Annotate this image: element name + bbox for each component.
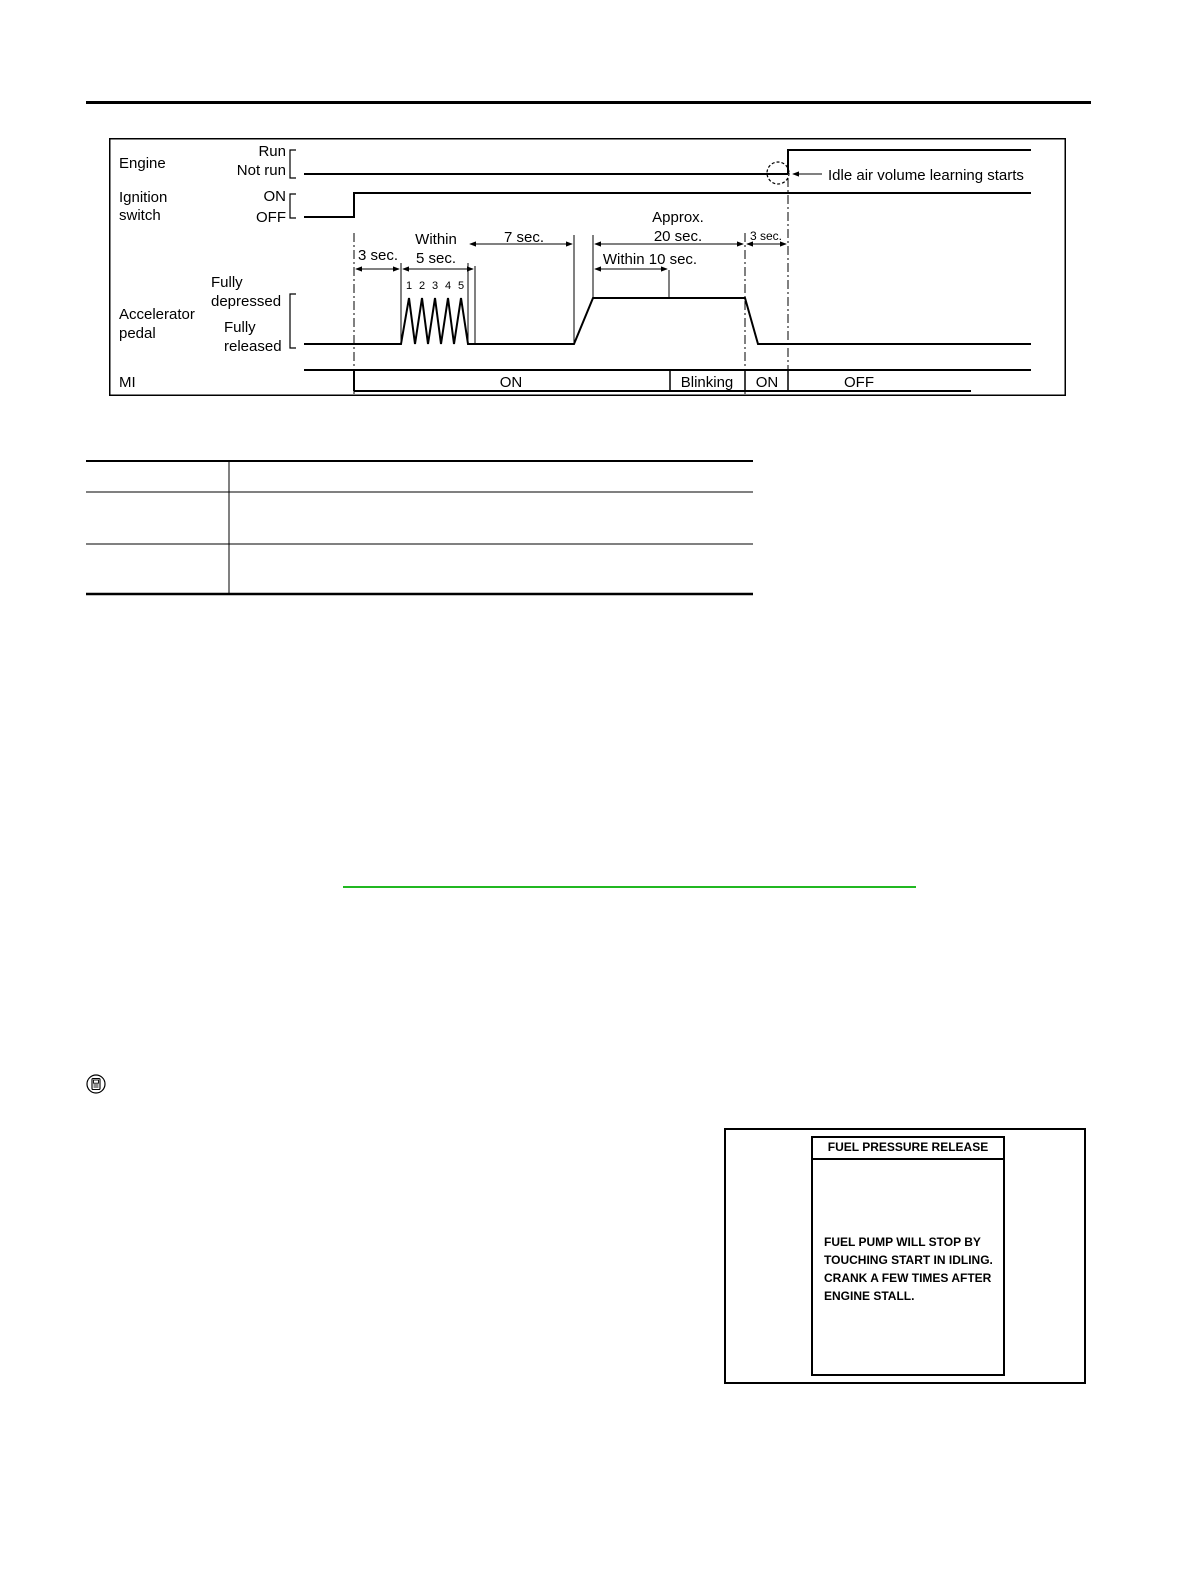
- screen-title: FUEL PRESSURE RELEASE: [811, 1136, 1005, 1160]
- state-brackets: [290, 150, 296, 348]
- state-not-run: Not run: [236, 162, 286, 179]
- interval-3-sec-2: 3 sec.: [749, 229, 783, 243]
- row-label-accel-1: Accelerator: [119, 306, 195, 323]
- interval-within-10: Within 10 sec.: [602, 251, 698, 268]
- pedal-signal: [304, 298, 1031, 344]
- annotation-idle-learning: Idle air volume learning starts: [828, 167, 1024, 184]
- state-run: Run: [258, 143, 286, 160]
- state-fully-depressed-1: Fully: [211, 274, 243, 291]
- interval-within-5-2: 5 sec.: [415, 250, 457, 267]
- row-label-accel-2: pedal: [119, 325, 156, 342]
- state-fully-released-1: Fully: [224, 319, 256, 336]
- mi-state-off: OFF: [844, 374, 874, 391]
- interval-approx-20-1: Approx.: [652, 209, 704, 226]
- pedal-count-4: 4: [444, 280, 452, 292]
- pedal-count-1: 1: [405, 280, 413, 292]
- state-fully-released-2: released: [224, 338, 282, 355]
- interval-3-sec-1: 3 sec.: [357, 247, 399, 264]
- interval-within-5-1: Within: [415, 231, 457, 248]
- interval-7-sec: 7 sec.: [503, 229, 545, 246]
- spec-table: [86, 460, 753, 596]
- pedal-count-2: 2: [418, 280, 426, 292]
- timing-chart: [109, 138, 1066, 396]
- header-rule: [86, 101, 1091, 104]
- mi-state-on-1: ON: [499, 374, 523, 391]
- pedal-count-3: 3: [431, 280, 439, 292]
- screen-message: FUEL PUMP WILL STOP BY TOUCHING START IN IDLING. CRANK A FEW TIMES AFTER ENGINE STALL.: [824, 1235, 993, 1303]
- row-label-mi: MI: [119, 374, 136, 391]
- pedal-count-5: 5: [457, 280, 465, 292]
- link-underline[interactable]: [343, 886, 916, 888]
- state-off: OFF: [256, 209, 286, 226]
- interval-approx-20-2: 20 sec.: [653, 228, 703, 245]
- state-fully-depressed-2: depressed: [211, 293, 282, 310]
- row-label-ignition-2: switch: [119, 207, 161, 224]
- row-label-engine: Engine: [119, 155, 166, 172]
- state-on: ON: [263, 188, 286, 205]
- document-icon[interactable]: [86, 1074, 106, 1094]
- mi-state-on-2: ON: [755, 374, 779, 391]
- row-label-ignition-1: Ignition: [119, 189, 168, 206]
- mi-state-blinking: Blinking: [680, 374, 734, 391]
